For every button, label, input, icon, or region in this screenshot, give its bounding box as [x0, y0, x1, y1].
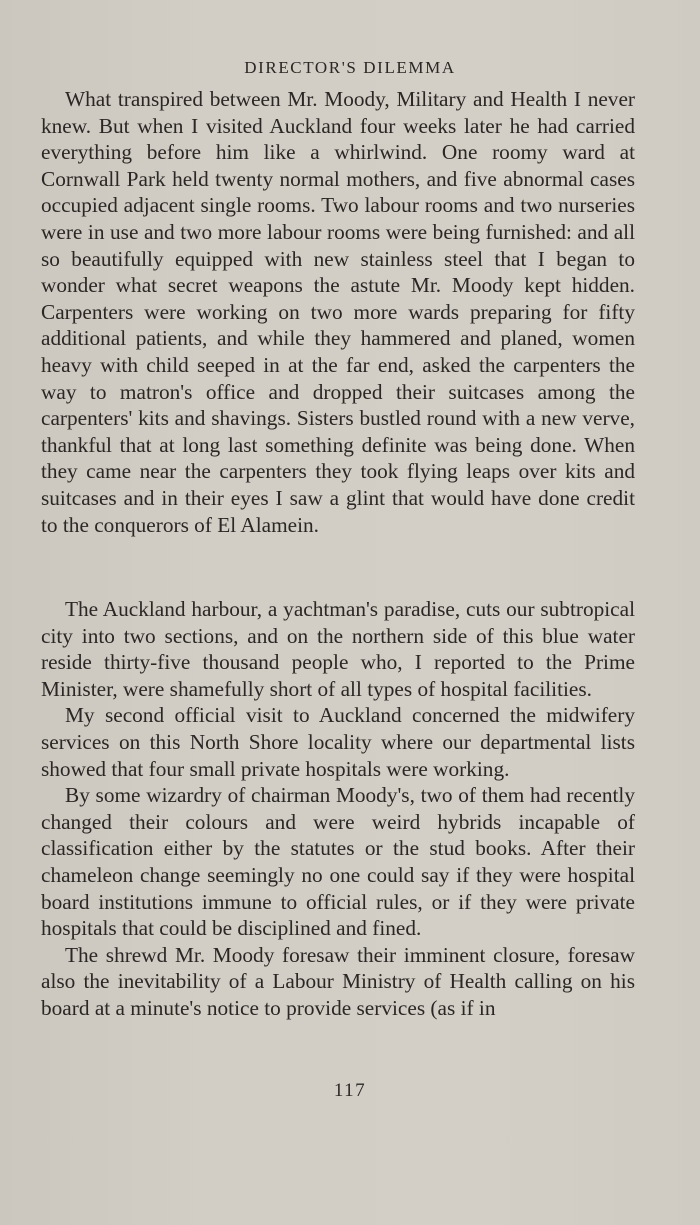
- paragraph: The shrewd Mr. Moody foresaw their imminent closure, foresaw also the inevitability of a Labour Ministry of Health calling on his board at a minute's notice to provide services (as if in: [41, 942, 635, 1020]
- section-1: [41, 86, 635, 538]
- running-head: DIRECTOR'S DILEMMA: [244, 58, 456, 77]
- paragraph: My second official visit to Auckland concerned the midwifery services on this North Shore locality where our departmental lists showed that four small private hospitals were working.: [41, 703, 635, 781]
- section-2: [41, 596, 635, 1022]
- paragraph: The Auckland harbour, a yachtman's paradise, cuts our subtropical city into two sections, and on the northern side of this blue water reside thirty-five thousand people who, I reported to the Prime Minister, were shamefully short of all types of hospital facilities.: [41, 597, 635, 701]
- page-number: 117: [333, 1080, 367, 1101]
- paragraph: By some wizardry of chairman Moody's, two of them had recently changed their colours and were weird hybrids incapable of classification either by the statutes or the stud books. After their chameleon change seemingly no one could say if they were hospital board institutions immune to official rules, or if they were private hospitals that could be disciplined and fined.: [41, 783, 635, 941]
- paragraph: What transpired between Mr. Moody, Military and Health I never knew. But when I visited Auckland four weeks later he had carried everything before him like a whirlwind. One roomy ward at Cornwall Park held twenty normal mothers, and five abnormal cases occupied adjacent single rooms. Two labour rooms and two nurseries were in use and two more labour rooms were being furnished: and all so beautifully equipped with new stainless steel that I began to wonder what secret weapons the astute Mr. Moody kept hidden. Carpenters were working on two more wards preparing for fifty additional patients, and while they hammered and planed, women heavy with child seeped in at the far end, asked the carpenters the way to matron's office and dropped their suitcases among the carpenters' kits and shavings. Sisters bustled round with a new verve, thankful that at long last something definite was being done. When they came near the carpenters they took flying leaps over kits and suitcases and in their eyes I saw a glint that would have done credit to the conquerors of El Alamein.: [41, 87, 635, 537]
